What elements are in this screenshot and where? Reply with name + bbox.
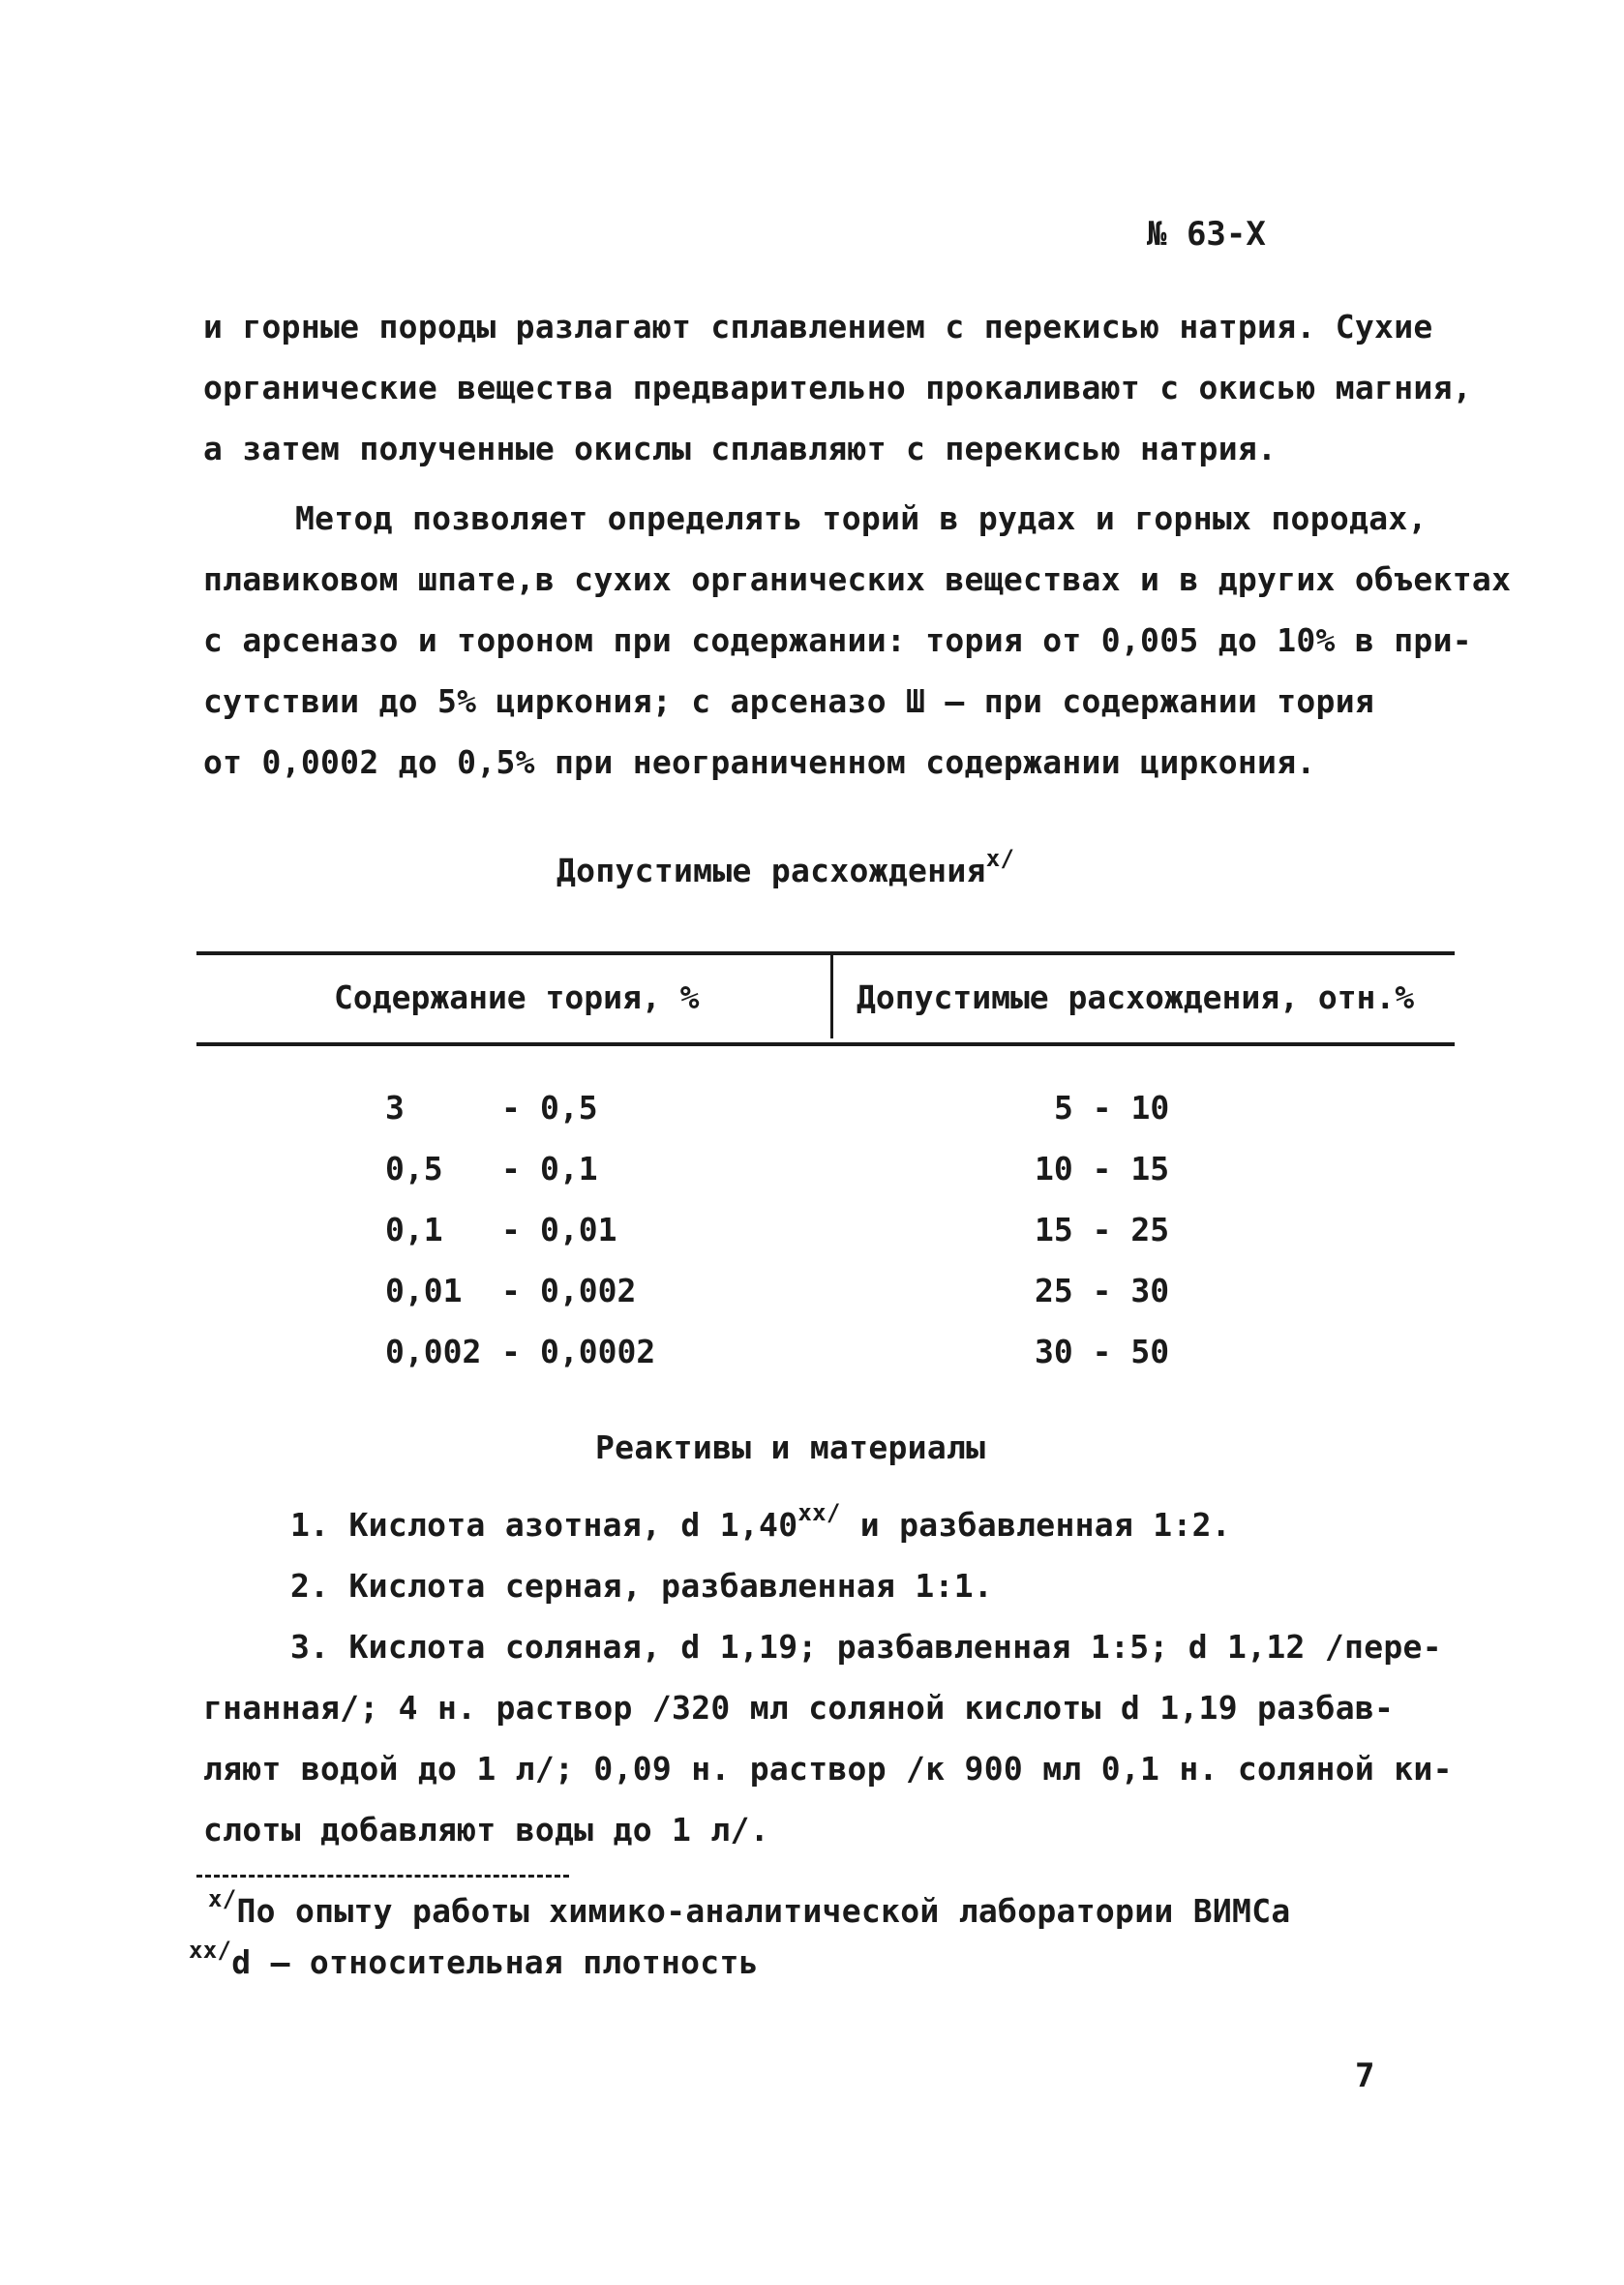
reagent-item-1-text-end: и разбавленная 1:2. (840, 1506, 1231, 1544)
row-4-range: 25 - 30 (1035, 1272, 1170, 1309)
method-line-4: сутствии до 5% циркония; с арсеназо Ш – при содержании тория (203, 682, 1375, 720)
intro-line-3: а затем полученные окислы сплавляют с перекисью натрия. (203, 430, 1278, 467)
reagent-item-3-line-3: ляют водой до 1 л/; 0,09 н. раствор /к 900 мл 0,1 н. соляной ки- (203, 1750, 1453, 1788)
row-5-from: 0,002 (385, 1333, 482, 1370)
method-line-1: Метод позволяет определять торий в рудах и горных породах, (295, 499, 1428, 537)
row-4-dash: - (501, 1272, 521, 1309)
row-5-to: 0,0002 (540, 1333, 656, 1370)
row-1-from: 3 (385, 1089, 405, 1127)
table-header-rule (196, 1042, 1455, 1046)
table-header-divider (830, 953, 833, 1038)
table-top-rule (196, 951, 1455, 955)
row-5-dash: - (501, 1333, 521, 1370)
intro-line-1: и горные породы разлагают сплавлением с перекисью натрия. Сухие (203, 308, 1433, 346)
row-3-from: 0,1 (385, 1211, 443, 1248)
row-3-range: 15 - 25 (1035, 1211, 1170, 1248)
reagent-item-3-line-2: гнанная/; 4 н. раствор /320 мл соляной кислоты d 1,19 разбав- (203, 1689, 1395, 1727)
row-1-to: 0,5 (540, 1089, 598, 1127)
table-title-footnote-mark: x/ (985, 845, 1015, 872)
footnote-rule (196, 1875, 569, 1878)
reagent-item-1-footnote-mark: xx/ (797, 1499, 841, 1526)
table-header-thorium-content: Содержание тория, % (334, 978, 700, 1016)
reagent-item-3-line-4: слоты добавляют воды до 1 л/. (203, 1811, 769, 1849)
footnote-1-mark: x/ (208, 1885, 237, 1912)
row-2-dash: - (501, 1150, 521, 1188)
page-number: 7 (1355, 2057, 1375, 2095)
row-1-range: 5 - 10 (1054, 1089, 1170, 1127)
row-4-to: 0,002 (540, 1272, 637, 1309)
document-number: № 63-Х (1147, 215, 1266, 254)
footnote-1-text: По опыту работы химико-аналитической лаборатории ВИМСа (236, 1892, 1291, 1930)
row-3-dash: - (501, 1211, 521, 1248)
row-2-range: 10 - 15 (1035, 1150, 1170, 1188)
row-4-from: 0,01 (385, 1272, 463, 1309)
table-header-allowed-discrepancy: Допустимые расхождения, отн.% (857, 978, 1415, 1016)
row-2-to: 0,1 (540, 1150, 598, 1188)
footnote-2 (189, 1937, 759, 1985)
footnote-2-text: d – относительная плотность (231, 1943, 759, 1981)
reagent-item-1-text: 1. Кислота азотная, d 1,40 (290, 1506, 798, 1544)
row-5-range: 30 - 50 (1035, 1333, 1170, 1370)
reagents-title: Реактивы и материалы (595, 1428, 986, 1466)
reagent-item-3-line-1: 3. Кислота соляная, d 1,19; разбавленная 1:5; d 1,12 /пере- (290, 1628, 1442, 1666)
footnote-1 (208, 1885, 1291, 1934)
table-title (556, 845, 1015, 893)
row-3-to: 0,01 (540, 1211, 617, 1248)
footnote-2-mark: xx/ (189, 1937, 232, 1964)
method-line-3: с арсеназо и тороном при содержании: тория от 0,005 до 10% в при- (203, 621, 1472, 659)
reagent-item-2: 2. Кислота серная, разбавленная 1:1. (290, 1567, 994, 1605)
intro-line-2: органические вещества предварительно прокаливают с окисью магния, (203, 369, 1472, 406)
table-title-text: Допустимые расхождения (556, 852, 986, 889)
reagent-item-1 (290, 1499, 1231, 1548)
method-line-5: от 0,0002 до 0,5% при неограниченном содержании циркония. (203, 743, 1316, 781)
method-line-2: плавиковом шпате,в сухих органических веществах и в других объектах (203, 560, 1512, 598)
row-2-from: 0,5 (385, 1150, 443, 1188)
row-1-dash: - (501, 1089, 521, 1127)
